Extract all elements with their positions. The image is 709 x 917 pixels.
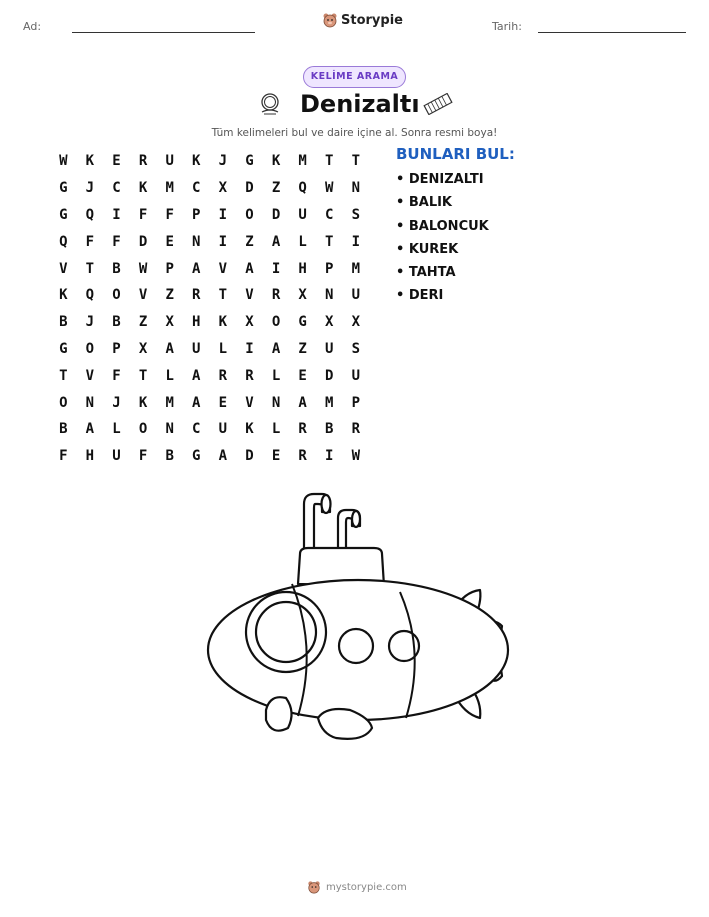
footer — [307, 880, 407, 894]
page-title: Denizaltı — [300, 90, 420, 118]
grid-letter[interactable]: X — [325, 314, 334, 331]
grid-letter[interactable]: E — [271, 448, 281, 465]
grid-letter[interactable]: A — [218, 448, 228, 465]
grid-letter[interactable]: A — [271, 233, 281, 250]
grid-letter[interactable]: K — [245, 421, 254, 438]
grid-letter[interactable]: A — [165, 340, 174, 357]
grid-letter[interactable]: K — [271, 153, 281, 170]
grid-letter[interactable]: Z — [298, 340, 307, 357]
grid-letter[interactable]: B — [59, 421, 68, 438]
grid-letter[interactable]: L — [271, 367, 281, 384]
grid-letter[interactable]: E — [218, 394, 228, 411]
grid-letter[interactable]: P — [112, 340, 121, 357]
grid-letter[interactable]: U — [165, 153, 174, 170]
grid-letter[interactable]: U — [325, 340, 334, 357]
grid-letter[interactable]: F — [138, 206, 148, 223]
grid-letter[interactable]: N — [271, 394, 281, 411]
grid-letter[interactable]: U — [298, 206, 307, 223]
grid-letter[interactable]: Z — [245, 233, 254, 250]
grid-letter[interactable]: W — [325, 180, 334, 197]
grid-letter[interactable]: A — [245, 260, 254, 277]
find-title: BUNLARI BUL: — [396, 145, 515, 163]
grid-letter[interactable]: G — [59, 180, 68, 197]
grid-letter[interactable]: T — [325, 233, 334, 250]
grid-letter[interactable]: U — [351, 367, 361, 384]
grid-letter[interactable]: J — [85, 314, 95, 331]
submarine-illustration — [200, 488, 510, 748]
grid-letter[interactable]: N — [165, 421, 174, 438]
grid-letter[interactable]: L — [165, 367, 174, 384]
grid-letter[interactable]: H — [192, 314, 201, 331]
grid-letter[interactable]: Q — [85, 206, 95, 223]
grid-letter[interactable]: B — [325, 421, 334, 438]
grid-letter[interactable]: A — [85, 421, 95, 438]
grid-letter[interactable]: O — [138, 421, 148, 438]
grid-letter[interactable]: I — [218, 206, 228, 223]
name-label: Ad: — [23, 20, 42, 33]
grid-letter[interactable]: M — [298, 153, 307, 170]
grid-letter[interactable]: D — [245, 180, 254, 197]
grid-letter[interactable]: B — [112, 260, 121, 277]
mascot-icon — [307, 880, 321, 894]
word-list — [396, 171, 489, 311]
grid-letter[interactable]: D — [271, 206, 281, 223]
grid-letter[interactable]: U — [351, 287, 361, 304]
grid-letter[interactable]: R — [351, 421, 361, 438]
grid-letter[interactable]: R — [298, 448, 307, 465]
grid-letter[interactable]: X — [138, 340, 148, 357]
brand-logo — [322, 12, 403, 28]
grid-letter[interactable]: X — [218, 180, 228, 197]
grid-letter[interactable]: V — [245, 394, 254, 411]
grid-letter[interactable]: T — [59, 367, 68, 384]
grid-letter[interactable]: N — [351, 180, 361, 197]
grid-letter[interactable]: F — [112, 233, 121, 250]
grid-letter[interactable]: V — [245, 287, 254, 304]
grid-letter[interactable]: H — [298, 260, 307, 277]
grid-letter[interactable]: E — [165, 233, 174, 250]
grid-letter[interactable]: X — [165, 314, 174, 331]
grid-letter[interactable]: I — [112, 206, 121, 223]
grid-letter[interactable]: X — [351, 314, 361, 331]
grid-letter[interactable]: M — [165, 180, 174, 197]
grid-letter[interactable]: T — [351, 153, 361, 170]
grid-letter[interactable]: C — [192, 180, 201, 197]
grid-letter[interactable]: L — [218, 340, 228, 357]
grid-letter[interactable]: R — [192, 287, 201, 304]
grid-letter[interactable]: O — [85, 340, 95, 357]
brand-name: Storypie — [341, 12, 403, 28]
grid-letter[interactable]: V — [138, 287, 148, 304]
grid-letter[interactable]: K — [59, 287, 68, 304]
grid-letter[interactable]: T — [218, 287, 228, 304]
grid-letter[interactable]: O — [59, 394, 68, 411]
grid-letter[interactable]: F — [138, 448, 148, 465]
grid-letter[interactable]: F — [112, 367, 121, 384]
grid-letter[interactable]: U — [112, 448, 121, 465]
grid-letter[interactable]: O — [271, 314, 281, 331]
grid-letter[interactable]: F — [59, 448, 68, 465]
word-item: • TAHTA — [396, 264, 489, 287]
grid-letter[interactable]: I — [325, 448, 334, 465]
grid-letter[interactable]: J — [85, 180, 95, 197]
date-label: Tarih: — [492, 20, 522, 33]
grid-letter[interactable]: S — [351, 206, 361, 223]
grid-letter[interactable]: K — [218, 314, 228, 331]
date-line[interactable] — [538, 32, 686, 33]
name-line[interactable] — [72, 32, 255, 33]
grid-letter[interactable]: I — [351, 233, 361, 250]
grid-letter[interactable]: O — [112, 287, 121, 304]
grid-letter[interactable]: C — [325, 206, 334, 223]
grid-letter[interactable]: G — [59, 340, 68, 357]
grid-letter[interactable]: T — [138, 367, 148, 384]
grid-letter[interactable]: T — [85, 260, 95, 277]
instructions: Tüm kelimeleri bul ve daire içine al. Sonra resmi boya! — [211, 127, 498, 139]
grid-letter[interactable]: E — [112, 153, 121, 170]
grid-letter[interactable]: W — [138, 260, 148, 277]
grid-letter[interactable]: U — [218, 421, 228, 438]
grid-letter[interactable]: D — [325, 367, 334, 384]
grid-letter[interactable]: A — [192, 394, 201, 411]
grid-letter[interactable]: N — [192, 233, 201, 250]
grid-letter[interactable]: I — [218, 233, 228, 250]
grid-letter[interactable]: V — [218, 260, 228, 277]
grid-letter[interactable]: Q — [85, 287, 95, 304]
grid-letter[interactable]: J — [218, 153, 228, 170]
grid-letter[interactable]: T — [325, 153, 334, 170]
word-item: • DENIZALTI — [396, 171, 489, 194]
grid-letter[interactable]: Q — [59, 233, 68, 250]
porthole-icon — [258, 92, 282, 116]
grid-letter[interactable]: G — [298, 314, 307, 331]
grid-letter[interactable]: K — [138, 394, 148, 411]
grid-letter[interactable]: R — [245, 367, 254, 384]
grid-letter[interactable]: A — [298, 394, 307, 411]
grid-letter[interactable]: B — [59, 314, 68, 331]
grid-letter[interactable]: L — [112, 421, 121, 438]
word-item: • DERI — [396, 287, 489, 310]
grid-letter[interactable]: J — [112, 394, 121, 411]
grid-letter[interactable]: K — [192, 153, 201, 170]
grid-letter[interactable]: Z — [271, 180, 281, 197]
grid-letter[interactable]: L — [271, 421, 281, 438]
grid-letter[interactable]: A — [192, 367, 201, 384]
grid-letter[interactable]: A — [192, 260, 201, 277]
grid-letter[interactable]: V — [59, 260, 68, 277]
word-search-grid — [50, 148, 369, 470]
grid-letter[interactable]: S — [351, 340, 361, 357]
grid-letter[interactable]: F — [85, 233, 95, 250]
grid-letter[interactable]: K — [85, 153, 95, 170]
grid-letter[interactable]: I — [271, 260, 281, 277]
grid-letter[interactable]: E — [298, 367, 307, 384]
grid-letter[interactable]: L — [298, 233, 307, 250]
grid-letter[interactable]: D — [138, 233, 148, 250]
grid-letter[interactable]: P — [192, 206, 201, 223]
word-item: • BALONCUK — [396, 218, 489, 241]
grid-letter[interactable]: I — [245, 340, 254, 357]
grid-letter[interactable]: P — [165, 260, 174, 277]
grid-letter[interactable]: N — [85, 394, 95, 411]
grid-letter[interactable]: R — [298, 421, 307, 438]
grid-letter[interactable]: D — [245, 448, 254, 465]
grid-letter[interactable]: A — [271, 340, 281, 357]
grid-letter[interactable]: K — [138, 180, 148, 197]
grid-letter[interactable]: B — [112, 314, 121, 331]
grid-letter[interactable]: U — [192, 340, 201, 357]
grid-letter[interactable]: P — [325, 260, 334, 277]
grid-letter[interactable]: Q — [298, 180, 307, 197]
word-item: • BALIK — [396, 194, 489, 217]
word-item: • KUREK — [396, 241, 489, 264]
grid-letter[interactable]: W — [351, 448, 361, 465]
footer-url[interactable]: mystorypie.com — [326, 881, 407, 893]
grid-letter[interactable]: M — [325, 394, 334, 411]
grid-letter[interactable]: C — [112, 180, 121, 197]
grid-letter[interactable]: B — [165, 448, 174, 465]
grid-letter[interactable]: O — [245, 206, 254, 223]
grid-letter[interactable]: Z — [138, 314, 148, 331]
grid-letter[interactable]: F — [165, 206, 174, 223]
grid-letter[interactable]: G — [245, 153, 254, 170]
grid-letter[interactable]: Z — [165, 287, 174, 304]
grid-letter[interactable]: C — [192, 421, 201, 438]
grid-letter[interactable]: P — [351, 394, 361, 411]
grid-letter[interactable]: M — [165, 394, 174, 411]
grid-letter[interactable]: X — [245, 314, 254, 331]
grid-letter[interactable]: G — [59, 206, 68, 223]
board-icon — [423, 93, 453, 115]
activity-tag: KELİME ARAMA — [303, 66, 406, 88]
grid-letter[interactable]: H — [85, 448, 95, 465]
grid-letter[interactable]: V — [85, 367, 95, 384]
grid-letter[interactable]: R — [138, 153, 148, 170]
grid-letter[interactable]: G — [192, 448, 201, 465]
grid-letter[interactable]: R — [218, 367, 228, 384]
grid-letter[interactable]: M — [351, 260, 361, 277]
grid-letter[interactable]: R — [271, 287, 281, 304]
mascot-icon — [322, 12, 338, 28]
grid-letter[interactable]: X — [298, 287, 307, 304]
grid-letter[interactable]: W — [59, 153, 68, 170]
grid-letter[interactable]: N — [325, 287, 334, 304]
